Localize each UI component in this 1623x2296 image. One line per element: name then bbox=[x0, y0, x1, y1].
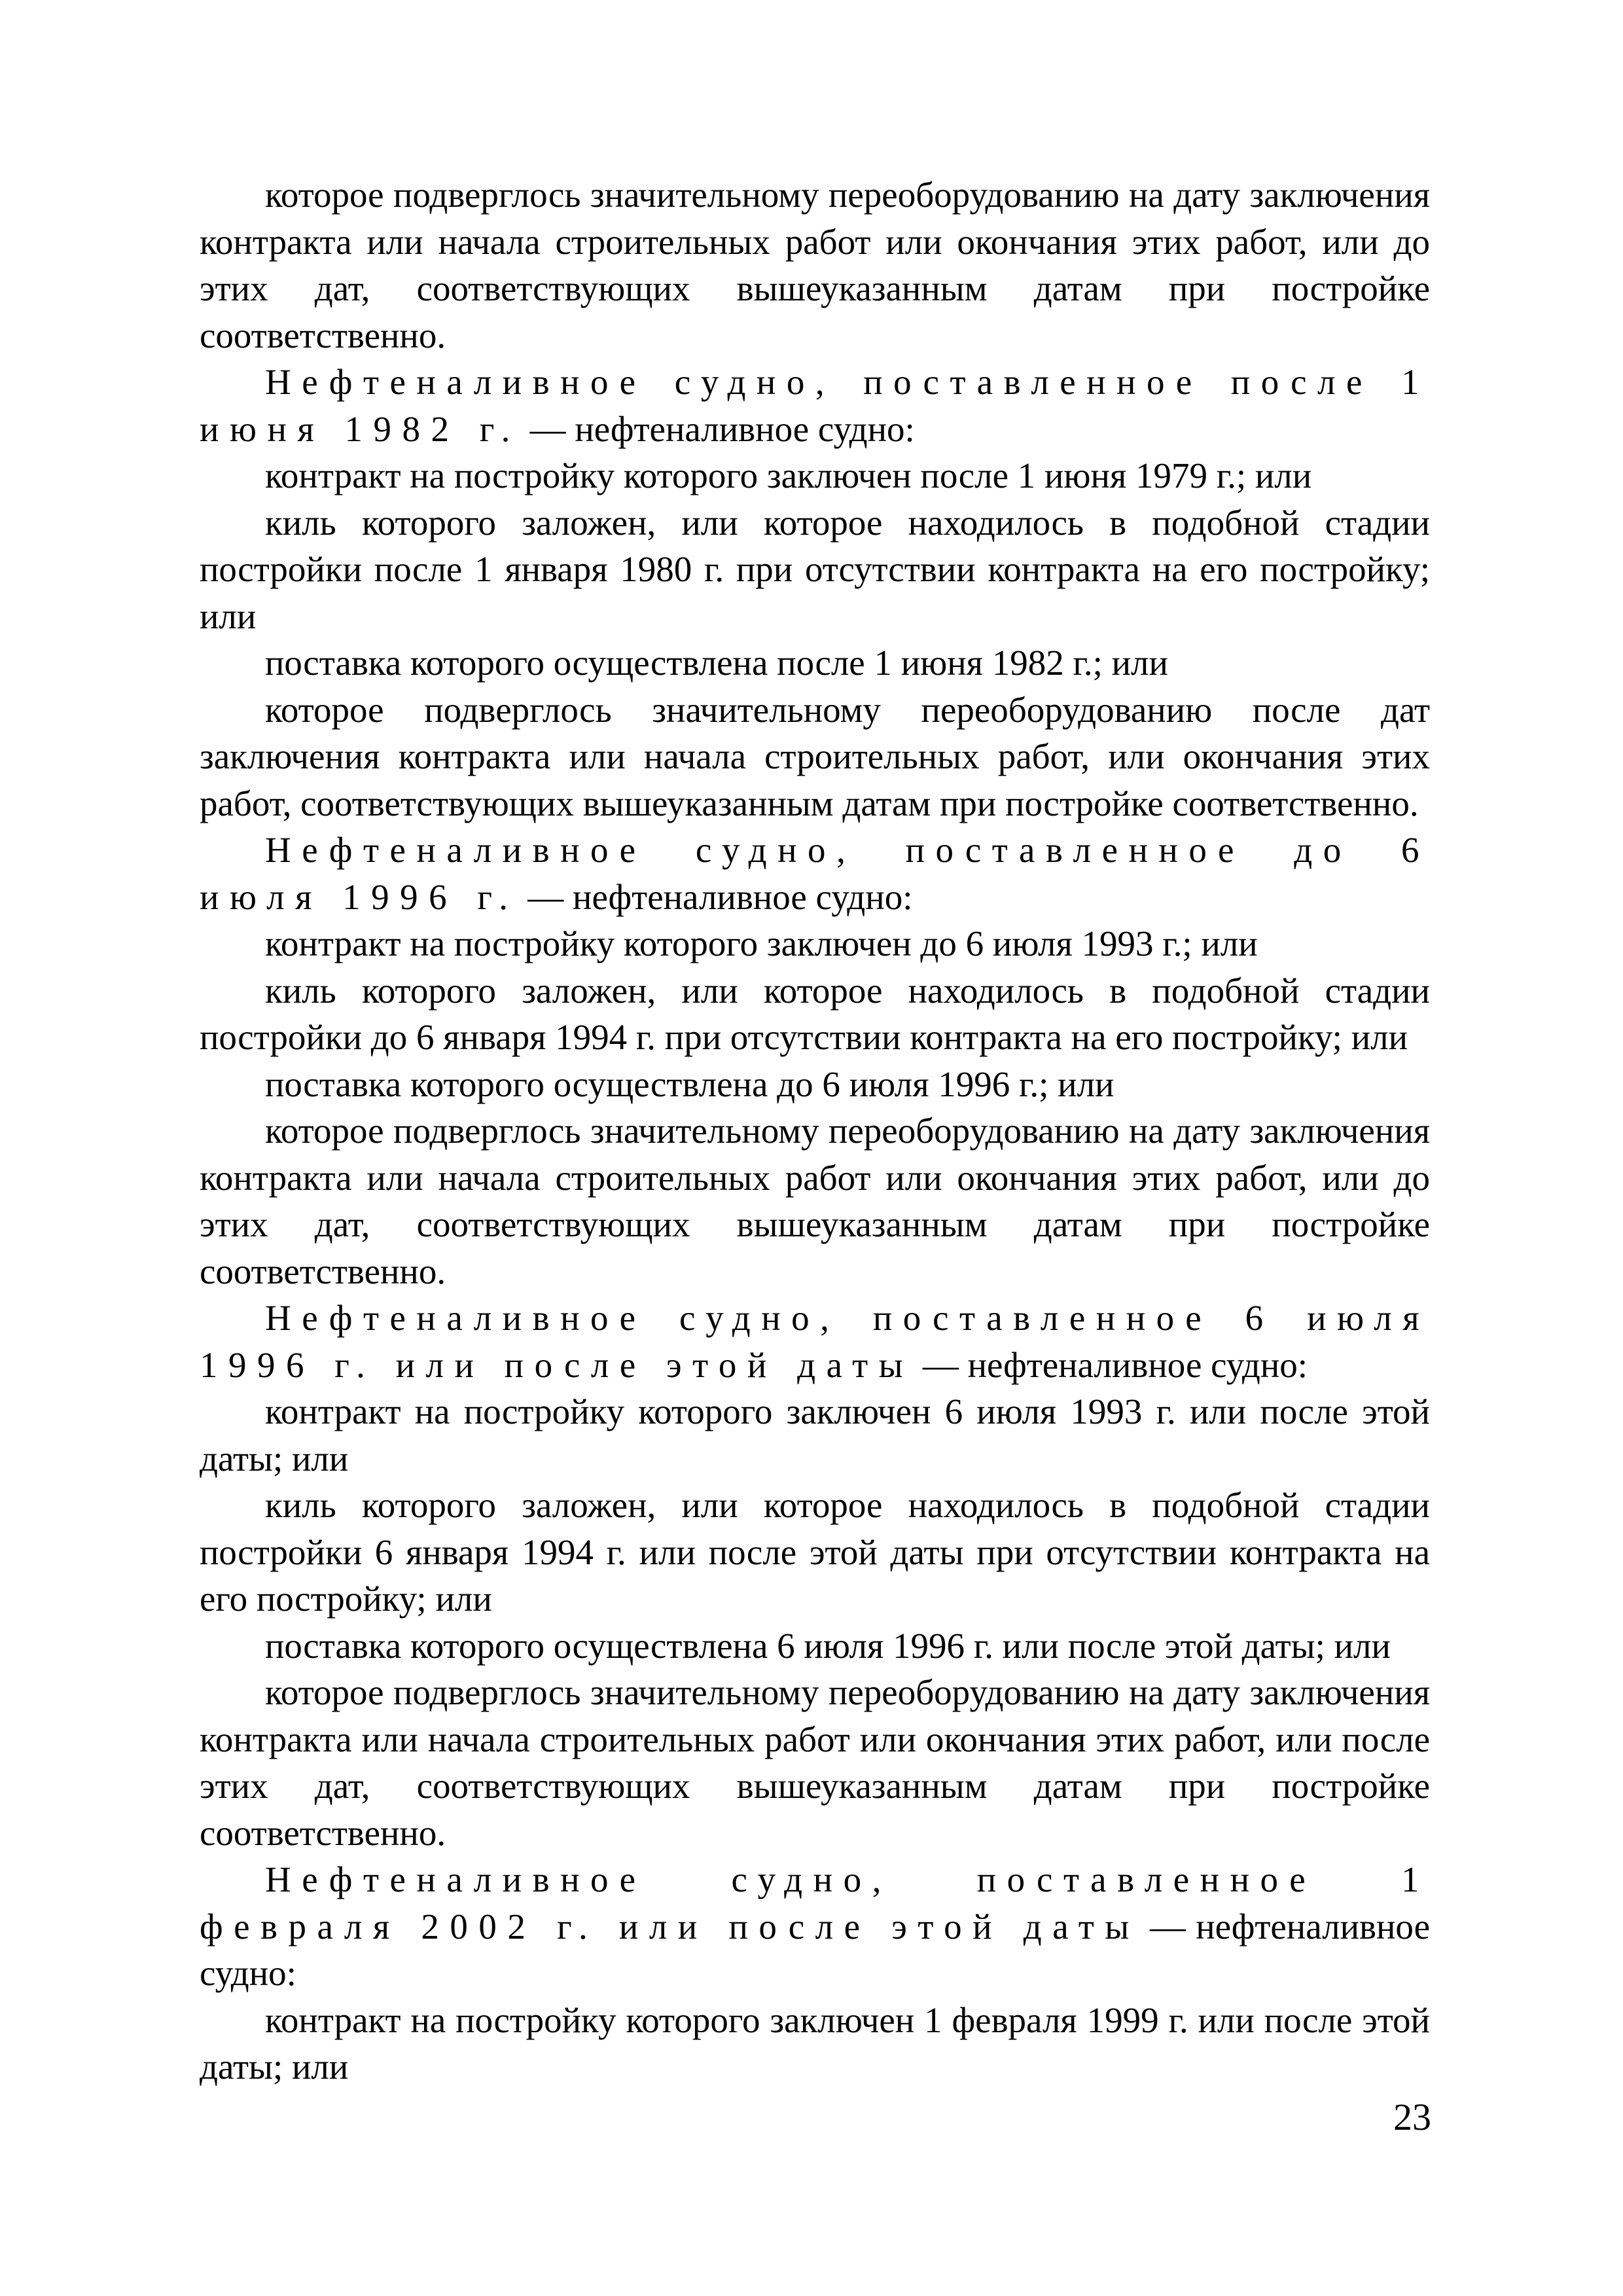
definition-item: контракт на постройку которого заключен 6 июля 1993 г. или после этой даты; или bbox=[200, 1391, 1430, 1479]
definition-rest: — нефтеналивное судно: bbox=[914, 1344, 1308, 1385]
definition-item: поставка которого осуществлена 6 июля 1996 г. или после этой даты; или bbox=[265, 1625, 1391, 1666]
definition-item: контракт на постройку которого заключен после 1 июня 1979 г.; или bbox=[265, 456, 1312, 495]
definition-rest: — нефтеналивное судно: bbox=[520, 408, 915, 449]
paragraph-continuation: которое подверглось значительному переоборудованию на дату заключения контракта или начала строительных работ или окончания этих работ, или до этих дат, соответствующих вышеуказанным датам при постройке соответственно. bbox=[200, 175, 1430, 355]
definition-item: поставка которого осуществлена до 6 июля 1996 г.; или bbox=[265, 1064, 1115, 1104]
definition-term: Нефтеналивное судно, поставленное до 6 июля 1996 г. bbox=[200, 830, 1430, 917]
definition-item: которое подверглось значительному переоборудованию после дат заключения контракта или начала строительных работ, или окончания этих работ, соответствующих вышеуказанным датам при постройке соответственно. bbox=[200, 689, 1430, 823]
document-page bbox=[200, 171, 1430, 2090]
definition-term: Нефтеналивное судно, поставленное после 1 июня 1982 г. bbox=[200, 362, 1430, 449]
definition-heading bbox=[200, 827, 1430, 920]
definition-item: киль которого заложен, или которое находилось в подобной стадии постройки до 6 января 1994 г. при отсутствии контракта на его постройку; или bbox=[200, 970, 1430, 1057]
definition-item: контракт на постройку которого заключен до 6 июля 1993 г.; или bbox=[265, 924, 1258, 963]
definition-rest: — нефтеналивное судно: bbox=[518, 876, 913, 917]
page-number: 23 bbox=[1393, 2096, 1431, 2138]
definition-rest: — нефтеналивное судно: bbox=[200, 1906, 1430, 1993]
definition-item: киль которого заложен, или которое находилось в подобной стадии постройки после 1 января 1980 г. при отсутствии контракта на его постройку; или bbox=[200, 502, 1430, 636]
definition-heading bbox=[200, 359, 1430, 452]
definition-term: Нефтеналивное судно, поставленное 6 июля 1996 г. или после этой даты bbox=[200, 1298, 1430, 1385]
definition-heading bbox=[200, 1295, 1430, 1388]
definition-term: Нефтеналивное судно, поставленное 1 февраля 2002 г. или после этой даты bbox=[200, 1859, 1430, 1946]
definition-item: которое подверглось значительному переоборудованию на дату заключения контракта или начала строительных работ или окончания этих работ, или до этих дат, соответствующих вышеуказанным датам при постройке соответственно. bbox=[200, 1111, 1430, 1291]
definition-heading bbox=[200, 1856, 1430, 1997]
definition-item: поставка которого осуществлена после 1 июня 1982 г.; или bbox=[265, 643, 1168, 683]
definition-item: которое подверглось значительному переоборудованию на дату заключения контракта или начала строительных работ или окончания этих работ, или после этих дат, соответствующих вышеуказанным датам при постройке соответственно. bbox=[200, 1672, 1430, 1853]
definition-item: киль которого заложен, или которое находилось в подобной стадии постройки 6 января 1994 г. или после этой даты при отсутствии контракта на его постройку; или bbox=[200, 1485, 1430, 1619]
definition-item: контракт на постройку которого заключен 1 февраля 1999 г. или после этой даты; или bbox=[200, 2000, 1430, 2087]
